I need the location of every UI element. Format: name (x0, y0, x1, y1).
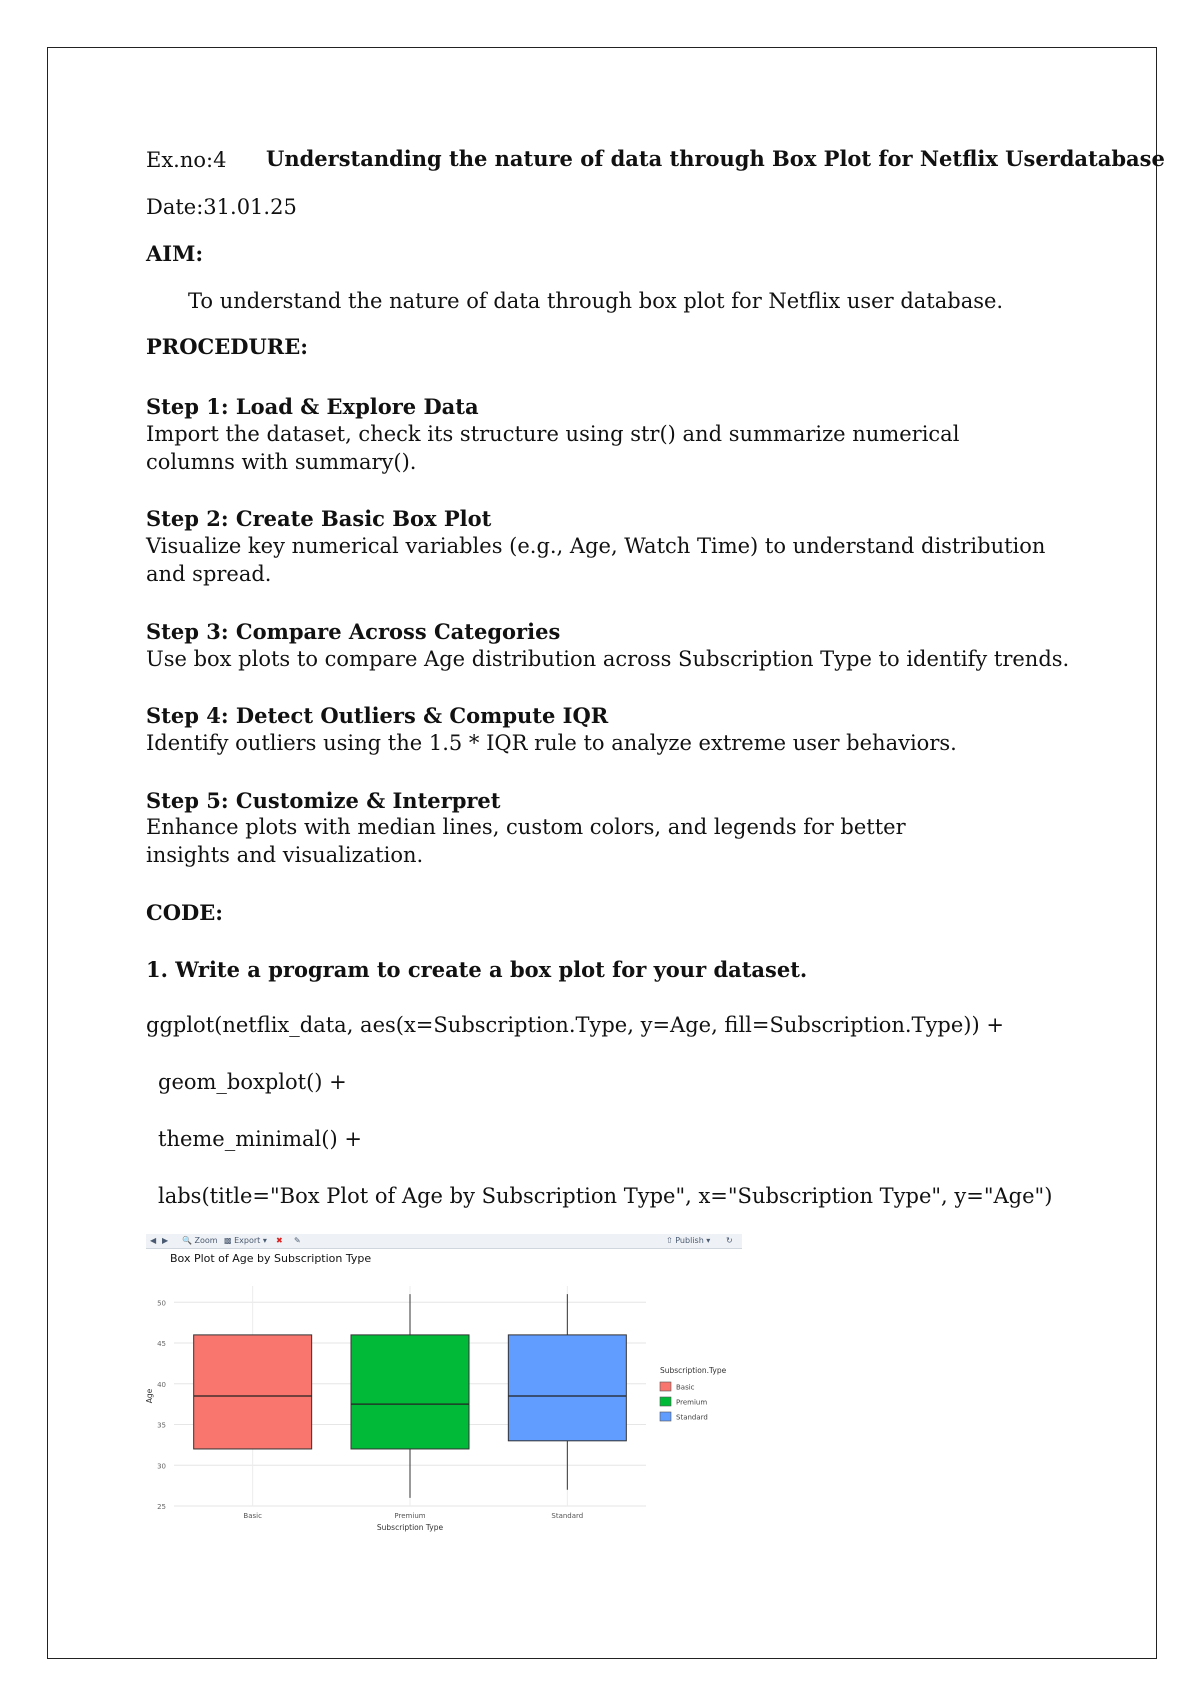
code-line: theme_minimal() + (158, 1127, 362, 1151)
step-text: Visualize key numerical variables (e.g., Age, Watch Time) to understand distribution and spread. (146, 534, 1046, 586)
code-label: CODE: (146, 900, 223, 925)
export-label: Export (234, 1236, 261, 1245)
box-plot (146, 1248, 742, 1538)
step-title: Step 3: Compare Across Categories (146, 619, 561, 644)
zoom-label: Zoom (194, 1236, 218, 1245)
broom-icon[interactable]: ✎ (294, 1236, 301, 1245)
exercise-number: Ex.no:4 (146, 148, 227, 172)
legend-label: Premium (676, 1398, 708, 1407)
code-line: ggplot(netflix_data, aes(x=Subscription.Type, y=Age, fill=Subscription.Type)) + (146, 1013, 1004, 1037)
legend-title: Subscription.Type (660, 1366, 727, 1375)
remove-plot-icon[interactable]: ✖ (276, 1236, 283, 1245)
legend-label: Standard (676, 1413, 708, 1422)
y-tick-label: 35 (157, 1421, 166, 1430)
legend-key (660, 1397, 671, 1406)
code-line: labs(title="Box Plot of Age by Subscription Type", x="Subscription Type", y="Age") (158, 1184, 1053, 1208)
x-tick-label: Standard (551, 1512, 584, 1520)
plot-toolbar (146, 1234, 742, 1249)
y-tick-label: 50 (157, 1299, 166, 1308)
chart-screenshot (146, 1234, 742, 1538)
aim-label: AIM: (146, 241, 204, 266)
box-basic (194, 1335, 312, 1449)
step-title: Step 4: Detect Outliers & Compute IQR (146, 703, 609, 728)
chart-title: Box Plot of Age by Subscription Type (170, 1252, 372, 1265)
step-title: Step 1: Load & Explore Data (146, 394, 479, 419)
x-tick-label: Premium (394, 1512, 426, 1520)
date: Date:31.01.25 (146, 195, 297, 219)
legend-key (660, 1382, 671, 1391)
y-axis-title: Age (145, 1388, 154, 1404)
document-title: Understanding the nature of data through Box Plot for Netflix Userdatabase (266, 146, 1165, 171)
x-axis-title: Subscription Type (376, 1523, 444, 1532)
y-tick-label: 45 (157, 1340, 166, 1349)
step-text: Enhance plots with median lines, custom colors, and legends for better insights and visualization. (146, 815, 906, 867)
code-line: geom_boxplot() + (158, 1070, 347, 1094)
export-button[interactable]: ▩ Export ▾ (224, 1236, 267, 1245)
box-premium (351, 1335, 469, 1449)
publish-label: Publish (675, 1236, 704, 1245)
publish-button[interactable]: ⇧ Publish ▾ (666, 1236, 711, 1245)
aim-text: To understand the nature of data through box plot for Netflix user database. (188, 289, 1004, 313)
procedure-label: PROCEDURE: (146, 334, 308, 359)
step-text: Use box plots to compare Age distribution across Subscription Type to identify trends. (146, 647, 1070, 671)
legend-label: Basic (676, 1383, 695, 1392)
box-standard (508, 1335, 626, 1441)
forward-arrow-icon[interactable]: ▶ (162, 1236, 169, 1245)
step-title: Step 2: Create Basic Box Plot (146, 506, 492, 531)
step-text: Identify outliers using the 1.5 * IQR rule to analyze extreme user behaviors. (146, 731, 957, 755)
x-tick-label: Basic (243, 1512, 262, 1520)
y-tick-label: 25 (157, 1503, 166, 1511)
refresh-icon[interactable]: ↻ (726, 1236, 733, 1245)
step-title: Step 5: Customize & Interpret (146, 788, 501, 813)
back-arrow-icon[interactable]: ◀ (150, 1236, 157, 1245)
y-tick-label: 40 (157, 1380, 166, 1389)
legend-key (660, 1412, 671, 1421)
code-question: 1. Write a program to create a box plot for your dataset. (146, 957, 808, 982)
zoom-button[interactable]: 🔍 Zoom (182, 1236, 218, 1245)
y-tick-label: 30 (157, 1462, 166, 1471)
step-text: Import the dataset, check its structure using str() and summarize numerical columns with summary(). (146, 422, 960, 474)
